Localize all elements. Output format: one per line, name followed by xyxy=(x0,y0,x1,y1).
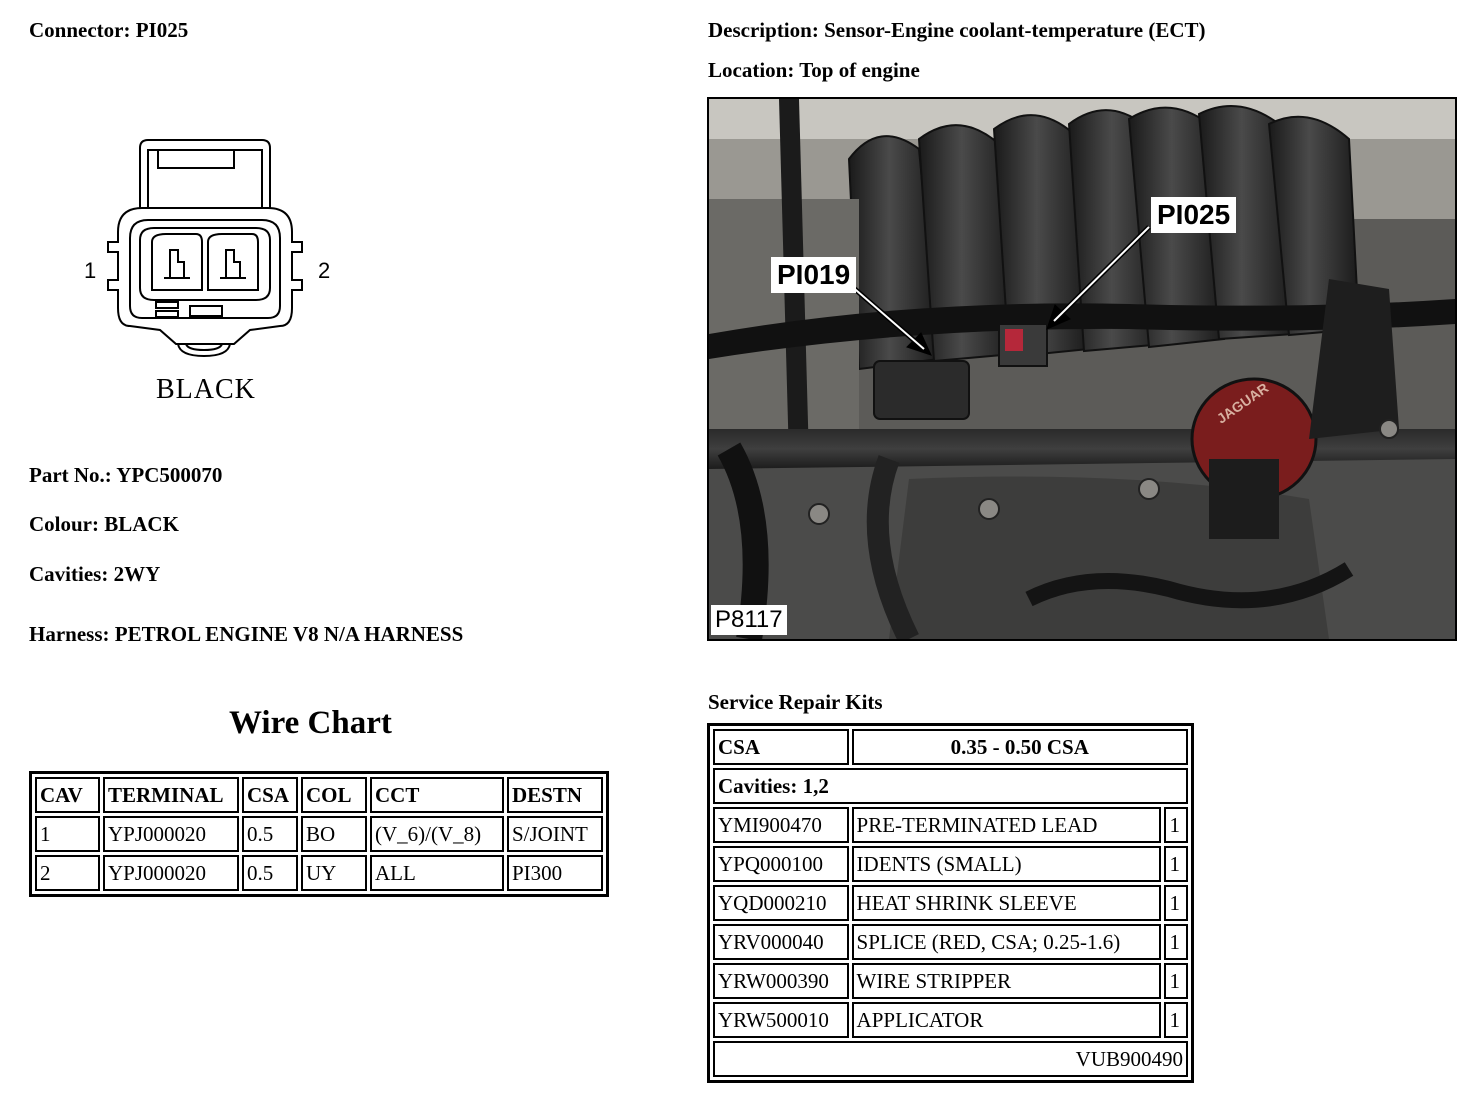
cell: S/JOINT xyxy=(507,816,603,852)
cell: (V_6)/(V_8) xyxy=(370,816,504,852)
kit-number: VUB900490 xyxy=(713,1041,1188,1077)
pi025-callout: PI025 xyxy=(1151,197,1236,233)
table-row xyxy=(35,816,603,852)
wire-chart-header-row xyxy=(35,777,603,813)
engine-bay-image xyxy=(709,99,1455,639)
connector-label: Connector: PI025 xyxy=(29,18,189,42)
cell: ALL xyxy=(370,855,504,891)
engine-location-photo xyxy=(707,97,1457,641)
kit-part: YPQ000100 xyxy=(713,846,849,882)
table-row xyxy=(713,885,1188,921)
kit-qty: 1 xyxy=(1164,924,1188,960)
pi019-callout: PI019 xyxy=(771,257,856,293)
kit-desc: WIRE STRIPPER xyxy=(852,963,1162,999)
kit-desc: PRE-TERMINATED LEAD xyxy=(852,807,1162,843)
cell: YPJ000020 xyxy=(103,816,239,852)
kit-desc: APPLICATOR xyxy=(852,1002,1162,1038)
kit-desc: SPLICE (RED, CSA; 0.25-1.6) xyxy=(852,924,1162,960)
kit-qty: 1 xyxy=(1164,1002,1188,1038)
col-col: COL xyxy=(301,777,367,813)
cell: PI300 xyxy=(507,855,603,891)
photo-reference: P8117 xyxy=(711,605,787,635)
kit-cavities: Cavities: 1,2 xyxy=(713,768,1188,804)
col-csa: CSA xyxy=(242,777,298,813)
kit-desc: HEAT SHRINK SLEEVE xyxy=(852,885,1162,921)
table-row xyxy=(713,846,1188,882)
service-kits-title: Service Repair Kits xyxy=(708,690,883,714)
cavities-row xyxy=(713,768,1188,804)
location-label: Location: Top of engine xyxy=(708,58,920,82)
table-row xyxy=(713,924,1188,960)
col-terminal: TERMINAL xyxy=(103,777,239,813)
harness-label: Harness: PETROL ENGINE V8 N/A HARNESS xyxy=(29,622,464,646)
kit-part: YRW000390 xyxy=(713,963,849,999)
kit-part: YQD000210 xyxy=(713,885,849,921)
connector-colour-caption: BLACK xyxy=(156,374,256,405)
cell: 1 xyxy=(35,816,100,852)
kit-part: YRV000040 xyxy=(713,924,849,960)
csa-label: CSA xyxy=(713,729,849,765)
oil-cap-brand-text: JAGUAR xyxy=(1213,379,1272,427)
kit-qty: 1 xyxy=(1164,885,1188,921)
cell: UY xyxy=(301,855,367,891)
pin-2-label: 2 xyxy=(318,258,331,283)
part-number-label: Part No.: YPC500070 xyxy=(29,463,223,487)
kit-qty: 1 xyxy=(1164,846,1188,882)
table-row xyxy=(713,1002,1188,1038)
connector-face-drawing xyxy=(80,130,350,380)
table-row xyxy=(713,963,1188,999)
col-destn: DESTN xyxy=(507,777,603,813)
table-row xyxy=(713,807,1188,843)
cell: YPJ000020 xyxy=(103,855,239,891)
csa-row xyxy=(713,729,1188,765)
cell: BO xyxy=(301,816,367,852)
wire-chart-table xyxy=(29,771,609,897)
service-kits-table xyxy=(707,723,1194,1083)
colour-label: Colour: BLACK xyxy=(29,512,179,536)
csa-value: 0.35 - 0.50 CSA xyxy=(852,729,1188,765)
kit-part: YRW500010 xyxy=(713,1002,849,1038)
cavities-label: Cavities: 2WY xyxy=(29,562,161,586)
description-label: Description: Sensor-Engine coolant-temperature (ECT) xyxy=(708,18,1206,42)
pin-1-label: 1 xyxy=(84,258,97,283)
cell: 0.5 xyxy=(242,855,298,891)
cell: 2 xyxy=(35,855,100,891)
wire-chart-title: Wire Chart xyxy=(229,705,392,741)
cell: 0.5 xyxy=(242,816,298,852)
col-cav: CAV xyxy=(35,777,100,813)
kit-qty: 1 xyxy=(1164,807,1188,843)
connector-diagram xyxy=(80,130,350,405)
kit-number-row xyxy=(713,1041,1188,1077)
kit-desc: IDENTS (SMALL) xyxy=(852,846,1162,882)
table-row xyxy=(35,855,603,891)
col-cct: CCT xyxy=(370,777,504,813)
kit-qty: 1 xyxy=(1164,963,1188,999)
kit-part: YMI900470 xyxy=(713,807,849,843)
